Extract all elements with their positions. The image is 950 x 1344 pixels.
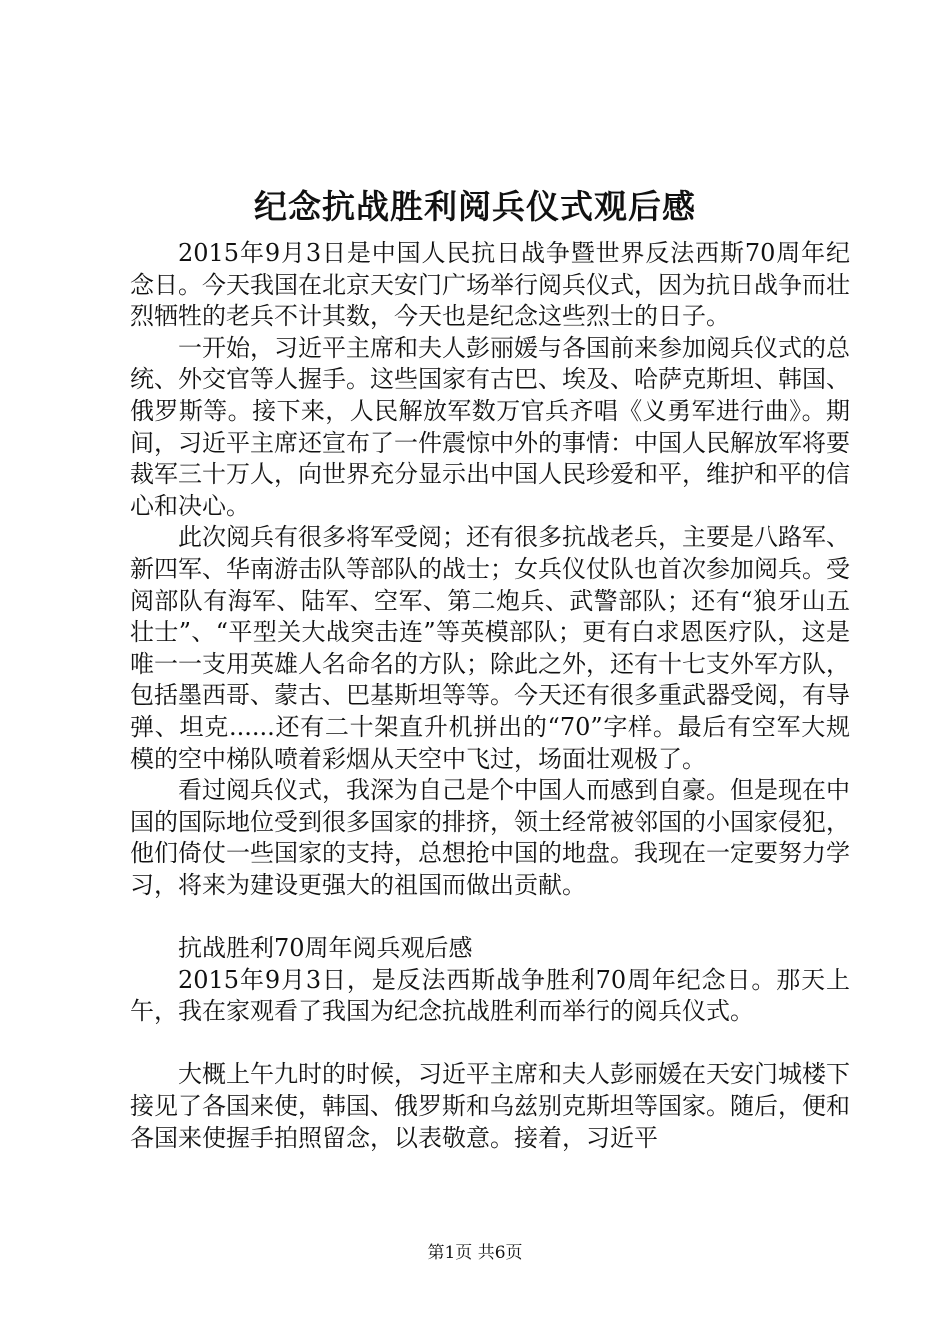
- paragraph-1: 2015年9月3日是中国人民抗日战争暨世界反法西斯70周年纪念日。今天我国在北京天安门广场举行阅兵仪式，因为抗日战争而壮烈牺牲的老兵不计其数，今天也是纪念这些烈士的日子。: [130, 239, 850, 331]
- blank-line: [130, 901, 850, 933]
- section-heading: 抗战胜利70周年阅兵观后感: [178, 934, 473, 963]
- page-title: 纪念抗战胜利阅兵仪式观后感: [254, 187, 696, 226]
- blank-line: [130, 1028, 850, 1060]
- paragraph-6: 大概上午九时的时候，习近平主席和夫人彭丽媛在天安门城楼下接见了各国来使，韩国、俄罗斯和乌兹别克斯坦等国家。随后，便和各国来使握手拍照留念，以表敬意。接着，习近平: [130, 1060, 850, 1152]
- paragraph-3: 此次阅兵有很多将军受阅；还有很多抗战老兵，主要是八路军、新四军、华南游击队等部队的战士；女兵仪仗队也首次参加阅兵。受阅部队有海军、陆军、空军、第二炮兵、武警部队；还有“狼牙山五壮士”、“平型关大战突击连”等英模部队；更有白求恩医疗队，这是唯一一支用英雄人名命名的方队；除此之外，还有十七支外军方队，包括墨西哥、蒙古、巴基斯坦等等。今天还有很多重武器受阅，有导弹、坦克......还有二十架直升机拼出的“70”字样。最后有空军大规模的空中梯队喷着彩烟从天空中飞过，场面壮观极了。: [130, 523, 850, 773]
- paragraph-4: 看过阅兵仪式，我深为自己是个中国人而感到自豪。但是现在中国的国际地位受到很多国家的排挤，领土经常被邻国的小国家侵犯，他们倚仗一些国家的支持，总想抢中国的地盘。我现在一定要努力学习，将来为建设更强大的祖国而做出贡献。: [130, 776, 850, 899]
- paragraph-2: 一开始，习近平主席和夫人彭丽媛与各国前来参加阅兵仪式的总统、外交官等人握手。这些国家有古巴、埃及、哈萨克斯坦、韩国、俄罗斯等。接下来，人民解放军数万官兵齐唱《义勇军进行曲》。期间，习近平主席还宣布了一件震惊中外的事情：中国人民解放军将要裁军三十万人，向世界充分显示出中国人民珍爱和平，维护和平的信心和决心。: [130, 333, 850, 520]
- paragraph-5: 2015年9月3日，是反法西斯战争胜利70周年纪念日。那天上午，我在家观看了我国为纪念抗战胜利而举行的阅兵仪式。: [130, 965, 850, 1026]
- page-footer: 第1页 共6页: [427, 1243, 523, 1263]
- document-body: [130, 238, 850, 1154]
